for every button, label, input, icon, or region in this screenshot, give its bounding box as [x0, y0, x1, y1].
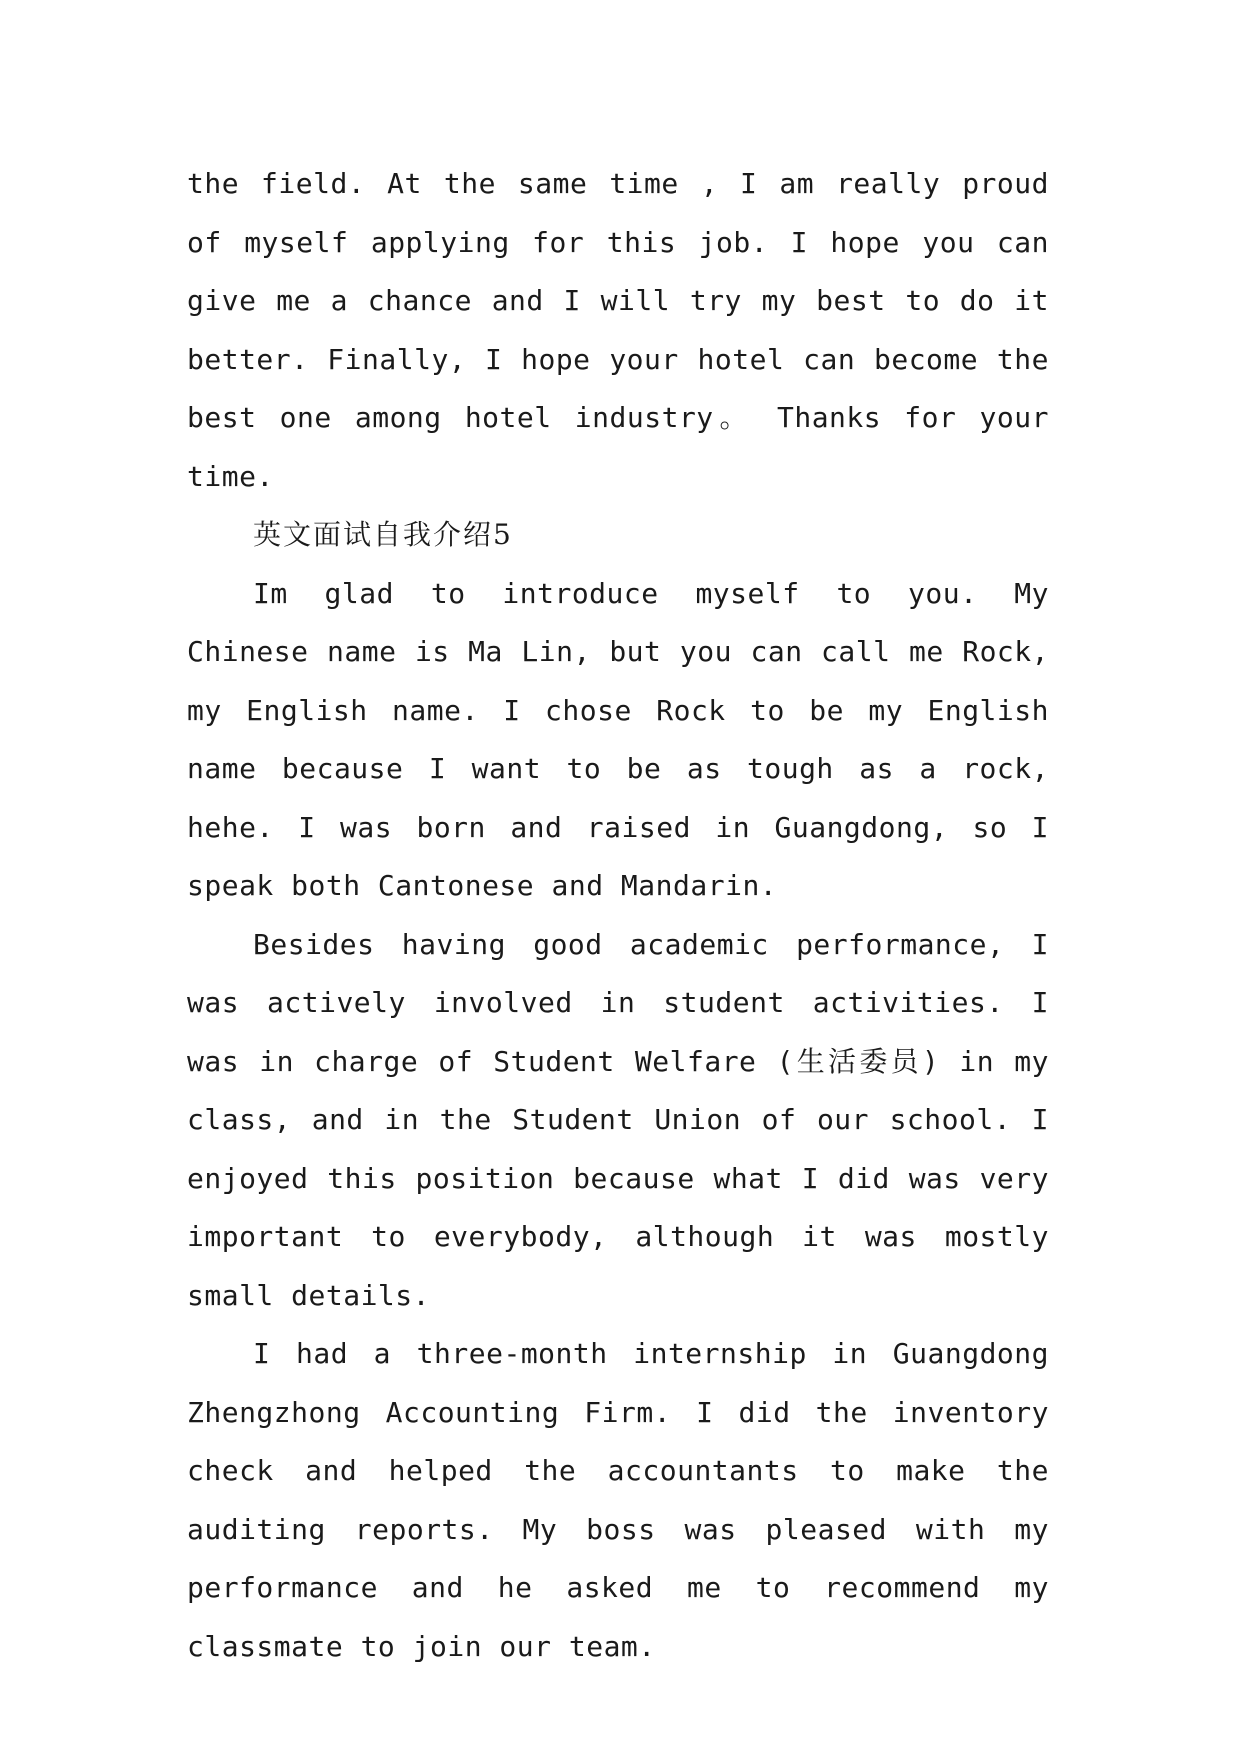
paragraph-introduction: Im glad to introduce myself to you. My Chinese name is Ma Lin, but you can call me Rock, my English name. I chose Rock to be my English name because I want to be as tough as a rock, hehe. I was born and raised in Guangdong, so I speak both Cantonese and Mandarin.: [187, 576, 1049, 902]
paragraph-internship: I had a three-month internship in Guangdong Zhengzhong Accounting Firm. I did the inventory check and helped the accountants to make the auditing reports. My boss was pleased with my performance and he asked me to recommend my classmate to join our team.: [187, 1337, 1049, 1663]
document-page: [187, 155, 1049, 1676]
paragraph-intro-continued: the field. At the same time , I am really proud of myself applying for this job. I hope you can give me a chance and I will try my best to do it better. Finally, I hope your hotel can become the best one among hotel industry。 Thanks for your time.: [187, 167, 1049, 493]
section-heading: 英文面试自我介绍5: [253, 518, 513, 551]
paragraph-activities: Besides having good academic performance, I was actively involved in student activities. I was in charge of Student Welfare (生活委员) in my class, and in the Student Union of our school. I enjoyed this position because what I did was very important to everybody, although it was mostly small details.: [187, 927, 1049, 1312]
